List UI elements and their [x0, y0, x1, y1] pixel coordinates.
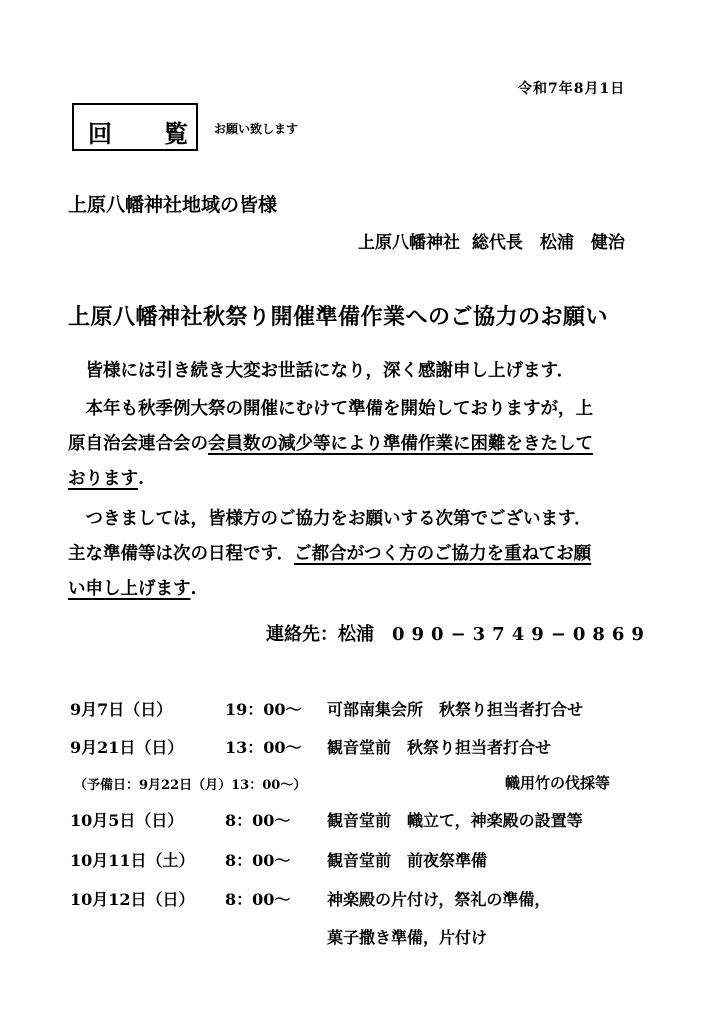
request-line-1: つきましては，皆様方のご協力をお願いする次第でございます． — [85, 509, 592, 529]
paragraph-situation — [68, 392, 593, 497]
situation-line-3-end: . — [138, 469, 145, 489]
schedule-time: 8：00〜 — [225, 890, 291, 909]
recipient-line: 上原八幡神社地域の皆様 — [68, 194, 278, 216]
circular-label: 回 覧 — [88, 119, 202, 148]
schedule-date: 9月7日（日） — [70, 700, 173, 719]
schedule-date: 9月21日（日） — [70, 738, 184, 757]
paragraph-request — [68, 502, 592, 607]
schedule-place-task: 菓子撒き準備，片付け — [327, 928, 488, 947]
schedule-time: 8：00〜 — [225, 851, 291, 870]
schedule-reserve-date: （予備日：9月22日（月）13：00〜） — [74, 778, 307, 793]
document-title: 上原八幡神社秋祭り開催準備作業へのご協力のお願い — [68, 304, 609, 330]
schedule-date: 10月12日（日） — [70, 890, 195, 909]
situation-line-2-plain: 原自治会連合会の — [68, 434, 208, 454]
schedule-date: 10月11日（土） — [70, 851, 195, 870]
request-line-2-plain: 主な準備等は次の日程です． — [68, 544, 295, 564]
schedule-time: 8：00〜 — [225, 811, 291, 830]
contact-label: 連絡先：松浦 — [266, 624, 374, 645]
sender-line: 上原八幡神社 総代長 松浦 健治 — [358, 233, 625, 253]
situation-line-2-underlined: 会員数の減少等により準備作業に困難をきたして — [208, 434, 593, 454]
schedule-place-task: 神楽殿の片付け，祭礼の準備， — [327, 890, 551, 909]
request-line-3-underlined: い申し上げます — [68, 579, 191, 599]
schedule-time: 13：00〜 — [225, 738, 302, 757]
schedule-date: 10月5日（日） — [70, 811, 184, 830]
greeting-text: 皆様には引き続き大変お世話になり，深く感謝申し上げます． — [85, 361, 575, 381]
request-note: お願い致します — [214, 122, 299, 136]
situation-line-3-underlined: おります — [68, 469, 138, 489]
circular-stamp-box — [72, 103, 202, 151]
schedule-place-task: 観音堂前 幟立て，神楽殿の設置等 — [327, 811, 583, 830]
schedule-place-task: 幟用竹の伐採等 — [505, 774, 611, 792]
situation-line-1: 本年も秋季例大祭の開催にむけて準備を開始しておりますが，上 — [85, 399, 593, 419]
schedule-place-task: 観音堂前 秋祭り担当者打合せ — [327, 738, 552, 757]
document-date: 令和7年8月1日 — [518, 81, 626, 97]
schedule-place-task: 可部南集会所 秋祭り担当者打合せ — [327, 700, 584, 719]
schedule-place-task: 観音堂前 前夜祭準備 — [327, 851, 488, 870]
schedule-time: 19：00〜 — [225, 700, 302, 719]
contact-phone: 090−3749−0869 — [392, 624, 651, 645]
contact-line — [266, 620, 651, 646]
paragraph-greeting — [68, 354, 574, 389]
request-line-3-end: . — [190, 579, 197, 599]
request-line-2-underlined: ご都合がつく方のご協力を重ねてお願 — [294, 544, 592, 564]
